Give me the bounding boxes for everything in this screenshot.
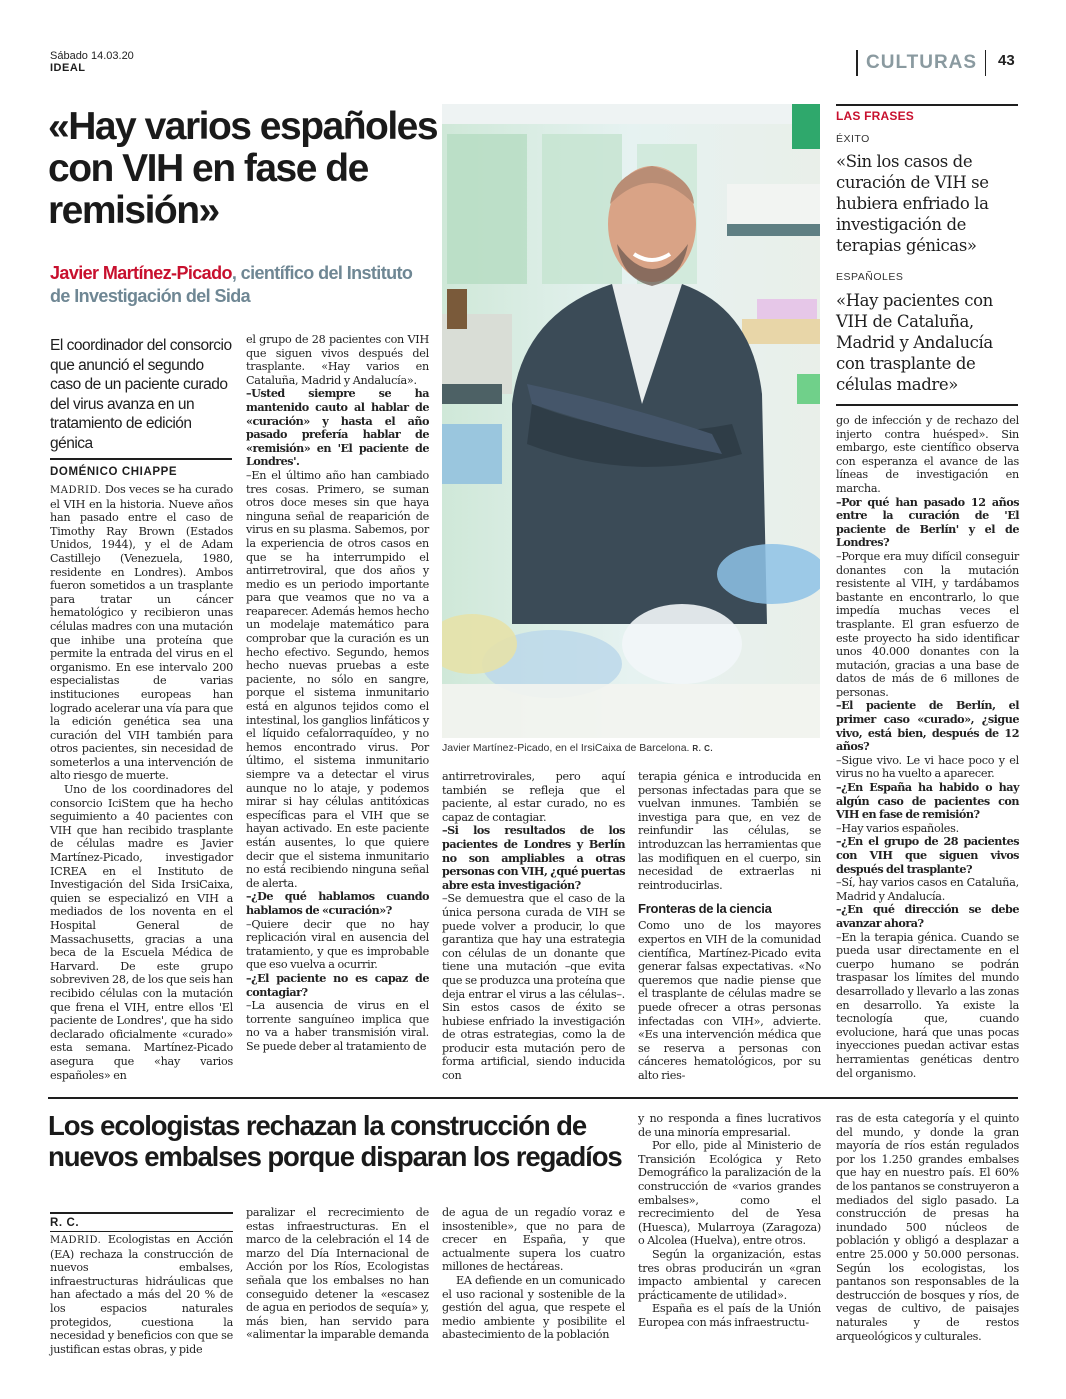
interview-answer: –Se demuestra que el caso de la única persona curada de VIH se puede volver a producir, lo que garantiza que hay una estrategia con células de un donante que tiene una mutación –que evita que se produzca una proteína que deja entrar el virus a las células–. Sin estos casos de éxito se hubiese enfriado la investigación de otras estrategias, como la de producir esta mutación pero de forma artificial, siendo inducida con [442,892,625,1083]
divider [50,458,232,460]
article-paragraph: ras de esta categoría y el quinto del mundo, y donde la gran mayoría de ríos están regulados por los 1.250 grandes embalses que hay en nuestro país. El 60% de los pantanos se construyeron a mediados del siglo pasado. La construcción de presas ha inundado 500 núcleos de población y obligó a desplazar a entre 25.000 y 50.000 personas. Según los ecologistas, los pantanos son responsables de la destrucción de bosques y ríos, de vegas de cultivo, de paisajes naturales y de restos arqueológicos y culturales. [836,1112,1020,1343]
interviewee-name: Javier Martínez-Picado [50,263,232,283]
interview-answer-continued: antirretrovirales, pero aquí también se refleja que el paciente, al estar curado, no es capaz de contagiar. [442,770,625,824]
article-column-3 [442,1206,625,1342]
issue-date: Sábado 14.03.20 [50,50,134,62]
article-headline: Los ecologistas rechazan la construcción de nuevos embalses porque disparan los regadíos [48,1110,622,1172]
interviewee-role: , científico del Instituto de Investigación del Sida [50,263,413,306]
article-paragraph: y no responda a fines lucrativos de una minoría empresarial. [638,1112,821,1139]
article-paragraph: paralizar el recrecimiento de estas infraestructuras. En el marco de la celebración el 14 de marzo del Día Internacional de Acción por los Ríos, Ecologistas señala que los embalses no han conseguido detener la «escasez de agua en periodos de sequía» y, más bien, han servido para «alimentar la imparable demanda [246,1206,429,1342]
interview-question: –El paciente de Berlín, el primer caso «curado», ¿sigue vivo, está bien, después de 12 años? [836,698,1019,754]
author-name: DOMÉNICO CHIAPPE [50,466,178,478]
divider [50,1212,233,1214]
interview-answer-continued: terapia génica e introducida en personas infectadas para que se vuelvan inmunes. También se investiga para que, en vez de reinfundir las células, se introduzcan las herramientas que las modifiquen en el cuerpo, sin necesidad de extraerlas ni reintroducirlas. [638,770,821,892]
newspaper-name: IDEAL [50,62,86,74]
photo-caption [442,742,822,755]
interview-question: –¿De qué hablamos cuando hablamos de «curación»? [246,889,429,917]
article-column-2 [246,1206,429,1342]
article-paragraph [50,1233,233,1356]
article-paragraph: el grupo de 28 pacientes con VIH que siguen vivos después del trasplante. «Hay varios en Cataluña, Madrid y Andalucía». [246,333,429,387]
interview-question: –¿En España ha habido o hay algún caso de pacientes con VIH en fase de remisión? [836,780,1019,822]
article-lead: El coordinador del consorcio que anunció el segundo caso de un paciente curado del virus avanza en un tratamiento de edición génica [50,337,232,452]
dateline-city: MADRID. [50,1235,102,1246]
pull-quote: «Sin los casos de curación de VIH se hubiera enfriado la investigación de terapias génicas» [836,152,989,255]
article-column-3 [442,770,625,1083]
article-paragraph: EA defiende en un comunicado el uso racional y sostenible de la gestión del agua, que respete el medio ambiente y posibilite el abastecimiento de la población [442,1273,625,1342]
article-column-4 [638,770,821,1082]
article-separator [48,1097,1018,1099]
article-column-1 [50,1233,233,1356]
interview-answer: –Hay varios españoles. [836,821,959,835]
quote-kicker: ESPAÑOLES [836,271,904,283]
paragraph-text: Ecologistas en Acción (EA) rechaza la construcción de nuevos embalses, infraestructuras hidráulicas que han afectado a más del 20 % de los espacios naturales protegidos, cuestiona la necesidad y beneficios con que se justifican estas obras, y pide [50,1233,234,1356]
article-paragraph: Uno de los coordinadores del consorcio IciStem que ha hecho seguimiento a 40 pacientes con VIH que han recibido trasplante de células madre es Javier Martínez-Picado, investigador ICREA en el Instituto de Investigación del Sida IrsiCaixa, quien se especializó en VIH a mediados de los noventa en el Hospital General de Massachusetts, gracias a una beca de la Escuela Médica de Harvard. De este grupo sobreviven 28, de los que seis han recibido células con la mutación que frena el VIH, entre ellos 'El paciente de Londres', que ha sido declarado oficialmente «curado» esta semana. Martínez-Picado asegura que «hay varios españoles» en [50,783,233,1082]
article-column-1 [50,483,233,1082]
article-paragraph: España es el país de la Unión Europea con más infraestructu- [638,1302,821,1329]
divider [50,1231,233,1232]
quotes-sidebar-title: LAS FRASES [836,109,915,123]
interview-answer: –Quiere decir que no hay replicación viral en ausencia del tratamiento, y que es improbable que eso vuelva a ocurrir. [246,917,429,972]
pull-quote: «Hay pacientes con VIH de Cataluña, Madrid y Andalucía con trasplante de células madre» [836,291,993,394]
section-label: CULTURAS [856,50,986,76]
dateline-city: MADRID. [50,485,102,496]
article-paragraph: de agua de un regadío voraz e insostenible», que no para de crecer en España, y que actualmente supera los cuatro millones de hectáreas. [442,1206,625,1274]
divider [836,404,1018,406]
article-column-2 [246,333,429,1053]
interview-answer: –La ausencia de virus en el torrente sanguíneo implica que no va a haber transmisión viral. Se puede deber al tratamiento de [246,999,429,1053]
article-column-5 [836,414,1019,1080]
interview-question: –¿En qué dirección se debe avanzar ahora? [836,902,1019,930]
interview-question: –Usted siempre se ha mantenido cauto al hablar de «curación» y hasta el año pasado prefería hablar de «remisión» en 'El paciente de Londres'. [246,386,429,469]
photo-image [442,104,820,738]
article-paragraph: Como uno de los mayores expertos en VIH de la comunidad científica, Martínez-Picado evita generar falsas expectativas. «No queremos que nadie piense que el trasplante de células madre se puede ofrecer a otras personas infectadas con VIH», advierte. «Es una intervención médica que se reserva a personas con cánceres hematológicos, por su alto ries- [638,919,821,1082]
quote-kicker: ÉXITO [836,133,870,145]
article-headline: «Hay varios españoles con VIH en fase de remisión» [48,105,438,232]
interviewee-byline [50,262,430,308]
article-column-4 [638,1112,821,1330]
page-number: 43 [998,52,1015,69]
subheading: Fronteras de la ciencia [638,901,772,917]
photo-credit: R. C. [692,744,714,753]
article-column-5 [836,1112,1019,1343]
interview-answer: –Porque era muy difícil conseguir donantes con la mutación resistente al VIH, y tardábamos bastante en encontrarlo, lo que impedía muchas veces el trasplante. El gran esfuerzo de este proyecto ha sido identificar unos 40.000 donantes con la mutación, gracias a una base de datos de más de 6 millones de personas. [836,549,1019,699]
paragraph-text: Dos veces se ha curado el VIH en la historia. Nueve años han pasado entre el caso de Timothy Ray Brown (Estados Unidos, 1944), y el de Adam Castillejo (Venezuela, 1980, residente en Londres). Ambos fueron sometidos a un trasplante para tratar un cáncer hematológico y recibieron unas células madres con una mutación que inhibe una proteína que permite la entrada del virus en el organismo. En ese intervalo 200 especialistas de varias instituciones europeas han logrado acelerar una vía para que la edición genética sea una curación del VIH también para otros pacientes, sin necesidad de someterlos a una intervención de alto riesgo de muerte. [50,483,233,783]
interview-answer: –En el último año han cambiado tres cosas. Primero, se suman otros doce meses sin que haya ninguna señal de reaparición de virus en su plasma. Sabemos, por la experiencia de otros casos en que se ha interrumpido el antirretroviral, que dos años y medio es un periodo importante para que veamos que no va a reaparecer. Además hemos hecho un modelaje matemático para comprobar que la curación es un hecho efectivo. Segundo, hemos hecho nuevas pruebas a este paciente, no sólo en sangre, porque el sistema inmunitario está en algunos tejidos como el intestinal, los ganglios linfáticos y el líquido cefalorraquídeo, y no hemos encontrado virus. Por último, el sistema inmunitario siempre va a detectar el virus aunque no lo ataje, y podemos mirar si hay células antitóxicas específicas para el VIH que se hayan activado. En este paciente están ausentes, lo que quiere decir que el sistema inmunitario no está recibiendo ninguna señal de alerta. [246,468,429,890]
interview-question: –Si los resultados de los pacientes de Londres y Berlín no son ampliables a otras personas con VIH, ¿qué puertas abre esta investigación? [442,823,625,892]
divider [836,104,1018,106]
interview-answer: –Sigue vivo. Le vi hace poco y el virus no ha vuelto a aparecer. [836,753,1019,781]
article-paragraph-continued: go de infección y de rechazo del injerto contra huésped». Sin embargo, este científico observa con esperanza el avance de las líneas de investigación en marcha. [836,414,1019,495]
portrait-photo [442,104,820,738]
caption-text: Javier Martínez-Picado, en el IrsiCaixa de Barcelona. [442,742,690,754]
article-paragraph [50,483,233,783]
author-name: R. C. [50,1217,80,1229]
interview-question: –¿El paciente no es capaz de contagiar? [246,970,429,999]
interview-answer: –En la terapia génica. Cuando se pueda usar directamente en el cuerpo humano se podrán traspasar los límites del mundo desarrollado y llevarlo a las zonas en desarrollo. Ya existe la tecnología que, cuando evolucione, hará que unas pocas inyecciones puedan activar estas herramientas genéticas dentro del organismo. [836,930,1019,1080]
interview-answer: –Sí, hay varios casos en Cataluña, Madrid y Andalucía. [836,876,1019,903]
interview-question: –Por qué han pasado 12 años entre la curación de 'El paciente de Berlín' y el de Londres? [836,494,1019,550]
article-paragraph: Según la organización, estas tres obras producirán un «gran impacto ambiental y carecen prácticamente de utilidad». [638,1247,821,1302]
article-paragraph: Por ello, pide al Ministerio de Transición Ecológica y Reto Demográfico la paralización de la construcción de «varios grandes embalses», como el recrecimiento del de Yesa (Huesca), Mularroya (Zaragoza) o Alcolea (Huelva), entre otros. [638,1139,821,1248]
interview-question: –¿En el grupo de 28 pacientes con VIH que siguen vivos después del trasplante? [836,834,1019,876]
